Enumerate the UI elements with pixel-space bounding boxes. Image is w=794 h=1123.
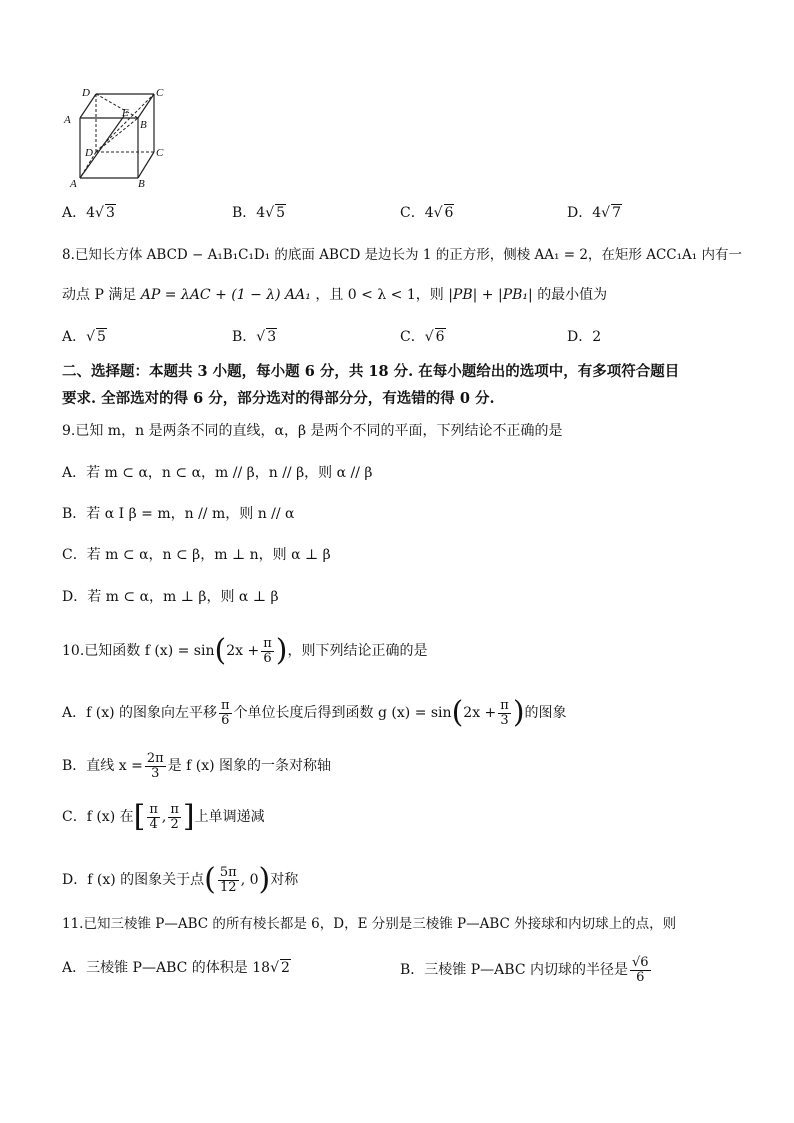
q8-stem-line1: 8.已知长方体 ABCD − A₁B₁C₁D₁ 的底面 ABCD 是边长为 1 的正方形，侧棱 AA₁ = 2，在矩形 ACC₁A₁ 内有一 — [62, 247, 742, 263]
q9-option-d[interactable]: D．若 m ⊂ α，m ⊥ β，则 α ⊥ β — [62, 589, 279, 605]
q11-option-a[interactable]: A．三棱锥 P—ABC 的体积是 18√ 2 — [62, 960, 290, 976]
section2-heading-line1: 二、选择题：本题共 3 小题，每小题 6 分，共 18 分. 在每小题给出的选项中，有多项符合题目 — [62, 363, 680, 380]
q10-option-a[interactable]: A．f (x) 的图象向左平移 $\frac{\pi}{6}$ 个单位长度后得到函数 g (x) = sin(2x + $\frac{\pi}{3}$ )的图象 — [62, 695, 567, 730]
section2-heading-line2: 要求. 全部选对的得 6 分，部分选对的得部分分，有选错的得 0 分. — [62, 390, 495, 407]
q10-option-c[interactable]: C．f (x) 在[ $\frac{\pi}{4}$ , $\frac{\pi}{2}$ ]上单调递减 — [62, 799, 265, 834]
cuboid-figure — [60, 86, 180, 196]
q7-option-a[interactable]: A．4√ 3 — [62, 205, 115, 221]
q10-option-d[interactable]: D．f (x) 的图象关于点( $\frac{5\pi}{12}$ , 0)对称 — [62, 862, 299, 897]
label-B: B — [138, 178, 145, 190]
q9-option-a[interactable]: A．若 m ⊂ α，n ⊂ α，m // β，n // β，则 α // β — [62, 465, 373, 481]
q9-stem: 9.已知 m，n 是两条不同的直线，α，β 是两个不同的平面，下列结论不正确的是 — [62, 423, 563, 439]
q7-option-c[interactable]: C．4√ 6 — [400, 205, 454, 221]
label-C: C — [156, 147, 164, 159]
label-E: E — [122, 107, 129, 119]
q11-option-b[interactable]: B．三棱锥 P—ABC 内切球的半径是 $\frac{√6}{6}$ — [400, 954, 649, 985]
q8-option-b[interactable]: B．√ 3 — [232, 329, 277, 345]
label-D: D — [85, 147, 93, 159]
q8-stem-line2: 动点 P 满足 AP = λAC + (1 − λ) AA₁ ，且 0 < λ < 1，则 |PB| + |PB₁| 的最小值为 — [62, 287, 608, 303]
q9-option-c[interactable]: C．若 m ⊂ α，n ⊂ β，m ⊥ n，则 α ⊥ β — [62, 547, 331, 563]
q8-option-c[interactable]: C．√ 6 — [400, 329, 445, 345]
q11-stem: 11.已知三棱锥 P—ABC 的所有棱长都是 6，D，E 分别是三棱锥 P—ABC 外接球和内切球上的点，则 — [62, 916, 677, 932]
q10-option-b[interactable]: B．直线 x = $\frac{2\pi}{3}$ 是 f (x) 图象的一条对称轴 — [62, 750, 332, 781]
label-C1: C — [156, 87, 164, 99]
q7-option-b[interactable]: B．4√ 5 — [232, 205, 286, 221]
q10-stem: 10.已知函数 f (x) = sin(2x + $\frac{\pi}{6}$ )，则下列结论正确的是 — [62, 633, 428, 668]
label-A: A — [70, 178, 77, 190]
label-A1: A — [64, 114, 71, 126]
q9-option-b[interactable]: B．若 α I β = m，n // m，则 n // α — [62, 506, 295, 522]
q7-option-d[interactable]: D．4√ 7 — [567, 205, 621, 221]
label-B1: B — [140, 119, 147, 131]
q8-option-a[interactable]: A．√ 5 — [62, 329, 106, 345]
q8-option-d[interactable]: D．2 — [567, 329, 602, 345]
label-D1: D — [82, 87, 90, 99]
